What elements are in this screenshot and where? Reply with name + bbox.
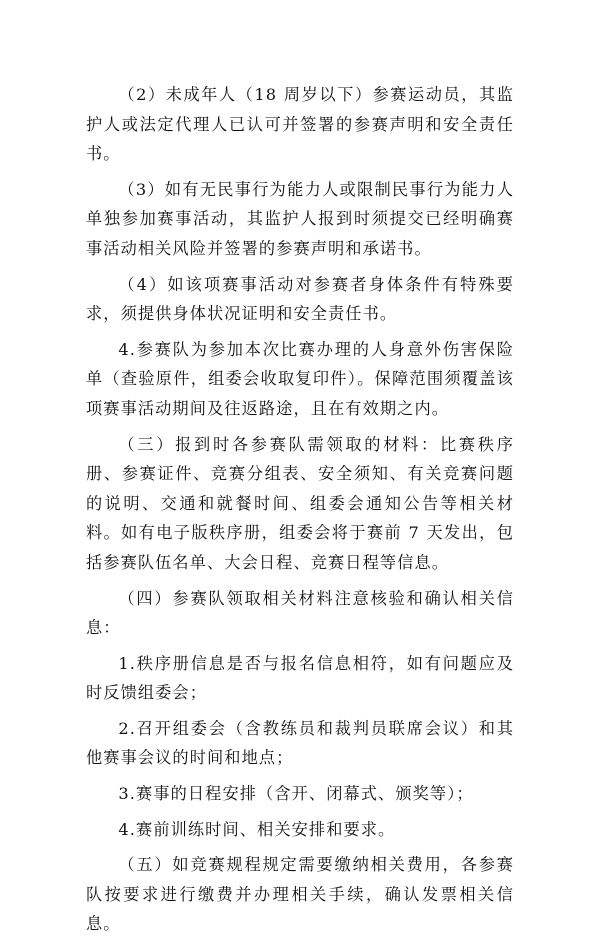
paragraph-incapacity-guardian: （3）如有无民事行为能力人或限制民事行为能力人单独参加赛事活动，其监护人报到时须提交已经明确赛事活动相关风险并签署的参赛声明和承诺书。 — [86, 179, 514, 258]
paragraph-registration-materials: （三）报到时各参赛队需领取的材料：比赛秩序册、参赛证件、竞赛分组表、安全须知、有关竞赛问题的说明、交通和就餐时间、组委会通知公告等相关材料。如有电子版秩序册，组委会将于赛前 7 天发出，包括参赛队伍名单、大会日程、竞赛日程等信息。 — [86, 434, 514, 572]
paragraph-insurance: 4.参赛队为参加本次比赛办理的人身意外伤害保险单（查验原件，组委会收取复印件）。保障范围须覆盖该项赛事活动期间及往返路途，且在有效期之内。 — [86, 339, 514, 418]
list-item-meetings: 2.召开组委会（含教练员和裁判员联席会议）和其他赛事会议的时间和地点； — [86, 718, 514, 768]
list-item-schedule: 3.赛事的日程安排（含开、闭幕式、颁奖等）； — [118, 784, 474, 804]
paragraph-fees: （五）如竞赛规程规定需要缴纳相关费用，各参赛队按要求进行缴费并办理相关手续，确认发票相关信息。 — [86, 855, 514, 934]
paragraph-minor-guardian: （2）未成年人（18 周岁以下）参赛运动员，其监护人或法定代理人已认可并签署的参赛声明和安全责任书。 — [86, 85, 514, 164]
paragraph-physical-condition: （4）如该项赛事活动对参赛者身体条件有特殊要求，须提供身体状况证明和安全责任书。 — [86, 274, 514, 324]
paragraph-verify-info: （四）参赛队领取相关材料注意核验和确认相关信息： — [86, 588, 514, 638]
list-item-handbook: 1.秩序册信息是否与报名信息相符，如有问题应及时反馈组委会； — [86, 653, 514, 703]
list-item-training: 4.赛前训练时间、相关安排和要求。 — [118, 819, 396, 839]
